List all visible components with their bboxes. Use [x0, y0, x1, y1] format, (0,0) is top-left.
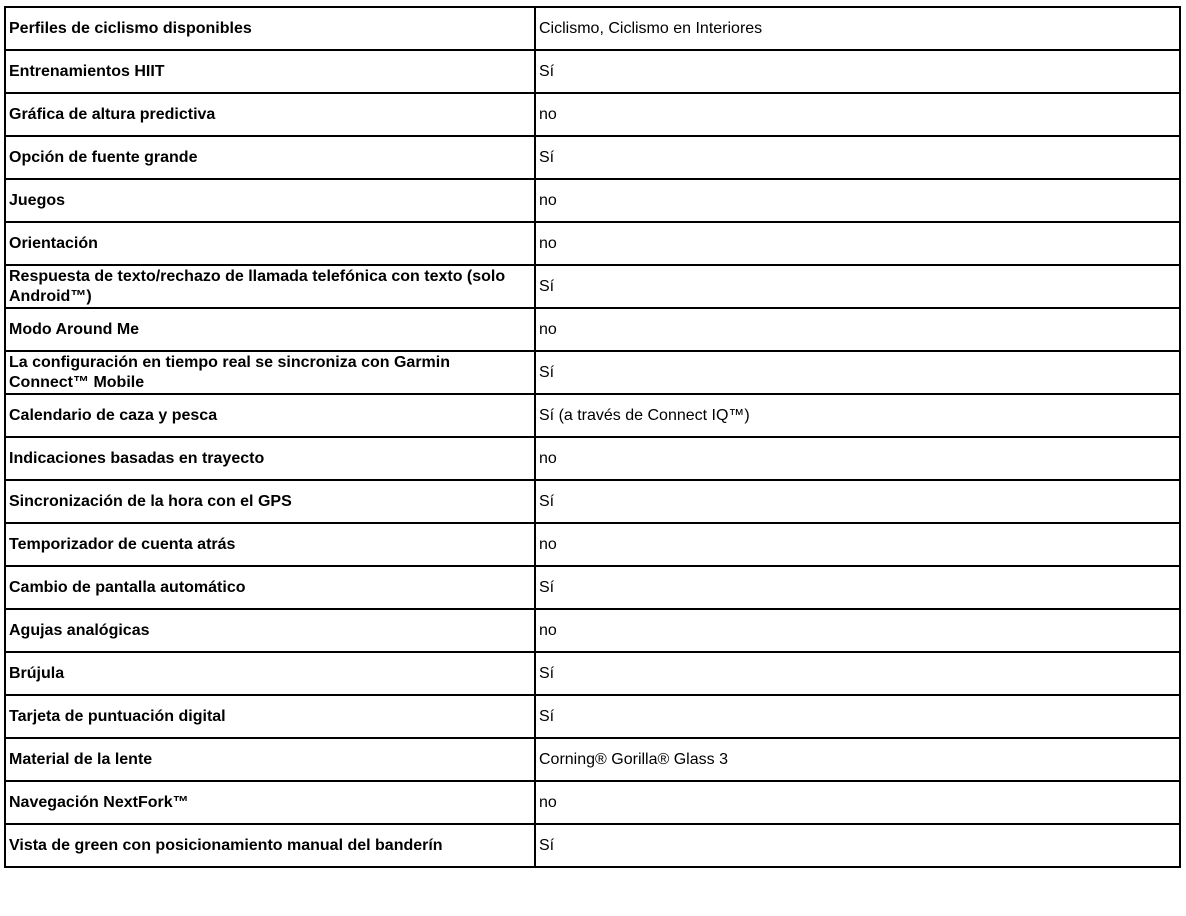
value-cell: no [535, 179, 1180, 222]
feature-cell: Vista de green con posicionamiento manual del banderín [5, 824, 535, 867]
value-cell: Sí [535, 566, 1180, 609]
feature-cell: Perfiles de ciclismo disponibles [5, 7, 535, 50]
table-row [5, 609, 1180, 652]
value-cell: Sí [535, 480, 1180, 523]
feature-cell: Modo Around Me [5, 308, 535, 351]
feature-cell: Indicaciones basadas en trayecto [5, 437, 535, 480]
table-row [5, 351, 1180, 394]
value-cell: Sí [535, 351, 1180, 394]
table-row [5, 652, 1180, 695]
feature-cell: Opción de fuente grande [5, 136, 535, 179]
table-row [5, 265, 1180, 308]
value-cell: no [535, 437, 1180, 480]
value-cell: Sí (a través de Connect IQ™) [535, 394, 1180, 437]
feature-cell: Navegación NextFork™ [5, 781, 535, 824]
value-cell: no [535, 222, 1180, 265]
value-cell: no [535, 93, 1180, 136]
value-cell: Sí [535, 265, 1180, 308]
value-cell: no [535, 609, 1180, 652]
table-row [5, 50, 1180, 93]
table-row [5, 179, 1180, 222]
value-cell: Sí [535, 136, 1180, 179]
table-row [5, 824, 1180, 867]
feature-cell: Temporizador de cuenta atrás [5, 523, 535, 566]
value-cell: Sí [535, 652, 1180, 695]
value-cell: Sí [535, 824, 1180, 867]
value-cell: no [535, 523, 1180, 566]
feature-cell: Cambio de pantalla automático [5, 566, 535, 609]
table-row [5, 781, 1180, 824]
feature-cell: Tarjeta de puntuación digital [5, 695, 535, 738]
value-cell: no [535, 781, 1180, 824]
feature-cell: Gráfica de altura predictiva [5, 93, 535, 136]
table-row [5, 480, 1180, 523]
table-row [5, 738, 1180, 781]
spec-table-body [5, 7, 1180, 867]
feature-cell: Sincronización de la hora con el GPS [5, 480, 535, 523]
table-row [5, 93, 1180, 136]
feature-cell: Entrenamientos HIIT [5, 50, 535, 93]
table-row [5, 222, 1180, 265]
spec-table [4, 6, 1181, 868]
feature-cell: Calendario de caza y pesca [5, 394, 535, 437]
feature-cell: Respuesta de texto/rechazo de llamada telefónica con texto (solo Android™) [5, 265, 535, 308]
feature-cell: Brújula [5, 652, 535, 695]
feature-cell: Juegos [5, 179, 535, 222]
table-row [5, 566, 1180, 609]
table-row [5, 523, 1180, 566]
value-cell: Corning® Gorilla® Glass 3 [535, 738, 1180, 781]
table-row [5, 437, 1180, 480]
feature-cell: Material de la lente [5, 738, 535, 781]
value-cell: Sí [535, 695, 1180, 738]
table-row [5, 7, 1180, 50]
value-cell: Ciclismo, Ciclismo en Interiores [535, 7, 1180, 50]
table-row [5, 136, 1180, 179]
table-row [5, 308, 1180, 351]
value-cell: Sí [535, 50, 1180, 93]
table-row [5, 394, 1180, 437]
value-cell: no [535, 308, 1180, 351]
table-row [5, 695, 1180, 738]
feature-cell: Orientación [5, 222, 535, 265]
feature-cell: La configuración en tiempo real se sincroniza con Garmin Connect™ Mobile [5, 351, 535, 394]
feature-cell: Agujas analógicas [5, 609, 535, 652]
